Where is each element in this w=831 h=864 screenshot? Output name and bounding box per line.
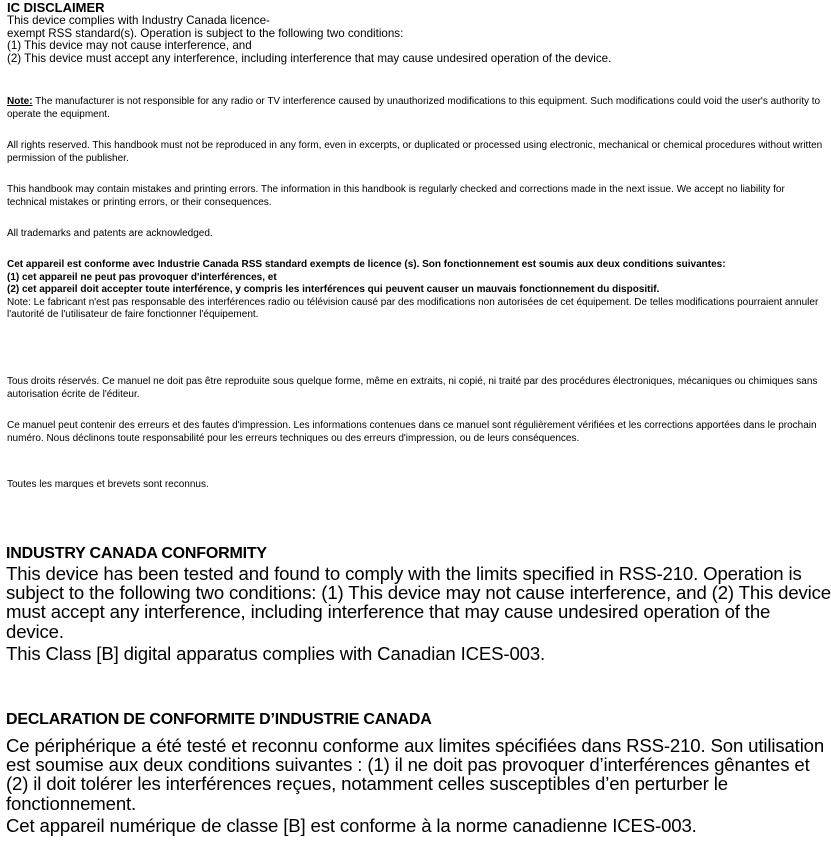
fr-rights-text: Tous droits réservés. Ce manuel ne doit pas être reproduite sous quelque forme, même en extraits, ni copié, ni traité par des procédures électroniques, mécaniques ou chimiques sans autorisation écrite de l'éditeur. (7, 376, 818, 400)
ic-note-label: Note: (7, 96, 33, 107)
ic-fr-rights (7, 376, 827, 401)
ic-note (7, 96, 827, 121)
ic-note-text: The manufacturer is not responsible for any radio or TV interference caused by unauthorized modifications to this equipment. Such modifications could void the user's authority to operate the equipment. (7, 96, 821, 120)
ic-trademarks (7, 228, 827, 241)
ic-fr-trademarks (7, 479, 827, 492)
declaration-paragraph: Ce périphérique a été testé et reconnu conforme aux limites spécifiées dans RSS-210. Son utilisation est soumise aux deux conditions suivantes : (1) il ne doit pas provoquer d’interférences gênantes et (2) il doit tolérer les interférences reçues, notamment celles susceptibles d’en perturber le fonctionnement. (6, 735, 825, 814)
ic-mistakes (7, 184, 827, 209)
declaration-body (6, 736, 831, 835)
ic-intro-line-3: (1) This device may not cause interference, and (7, 39, 252, 53)
ic-fr-mistakes (7, 420, 827, 445)
ic-intro-line-4: (2) This device must accept any interference, including interference that may cause undesired operation of the device. (7, 51, 612, 65)
ic-conformity-paragraph: This device has been tested and found to comply with the limits specified in RSS-210. Operation is subject to the following two conditions: (1) This device may not cause interference, and (2) This device must accept any interference, including interference that may cause undesired operation of the device. (6, 563, 831, 642)
fr-note-text: Note: Le fabricant n'est pas responsable des interférences radio ou télévision causé par des modifications non autorisées de cet équipement. De telles modifications pourraient annuler l'autorité de l'utilisateur de faire fonctionner l'équipement. (7, 296, 819, 320)
ic-intro-line-1: This device complies with Industry Canada licence- (7, 14, 270, 27)
ic-disclaimer-section (7, 1, 827, 65)
ic-intro-line-2: exempt RSS standard(s). Operation is subject to the following two conditions: (7, 26, 404, 40)
declaration-class-b: Cet appareil numérique de classe [B] est conforme à la norme canadienne ICES-003. (6, 814, 697, 836)
declaration-section (6, 710, 831, 835)
ic-fr-block (7, 259, 827, 322)
ic-trademarks-text: All trademarks and patents are acknowledged. (7, 228, 213, 239)
fr-conform-text: Cet appareil est conforme avec Industrie Canada RSS standard exempts de licence (s). Son fonctionnement est soumis aux deux conditions suivantes: (7, 259, 726, 270)
ic-conformity-body (6, 564, 831, 663)
ic-conformity-section (6, 544, 831, 663)
ic-conformity-class-b: This Class [B] digital apparatus complies with Canadian ICES-003. (6, 642, 546, 664)
fr-condition-1: (1) cet appareil ne peut pas provoquer d'interférences, et (7, 271, 277, 283)
fr-trademarks-text: Toutes les marques et brevets sont reconnus. (7, 479, 209, 490)
ic-mistakes-text: This handbook may contain mistakes and printing errors. The information in this handbook is regularly checked and corrections made in the next issue. We accept no liability for technical mistakes or printing errors, or their consequences. (7, 184, 785, 208)
fr-mistakes-text: Ce manuel peut contenir des erreurs et des fautes d'impression. Les informations contenues dans ce manuel sont régulièrement vérifiées et les corrections apportées dans le prochain numéro. Nous déclinons toute responsabilité pour les erreurs techniques ou des erreurs d'impression, ou de leurs conséquences. (7, 420, 817, 444)
ic-conformity-heading: INDUSTRY CANADA CONFORMITY (6, 545, 267, 562)
declaration-heading: DECLARATION DE CONFORMITE D’INDUSTRIE CANADA (6, 711, 432, 728)
fr-condition-2: (2) cet appareil doit accepter toute interférence, y compris les interférences qui peuvent causer un mauvais fonctionnement du dispositif. (7, 284, 660, 295)
ic-disclaimer-title: IC DISCLAIMER (7, 0, 105, 15)
ic-rights (7, 140, 827, 165)
ic-rights-text: All rights reserved. This handbook must not be reproduced in any form, even in excerpts, or duplicated or processed using electronic, mechanical or chemical procedures without written permission of the publisher. (7, 140, 823, 164)
